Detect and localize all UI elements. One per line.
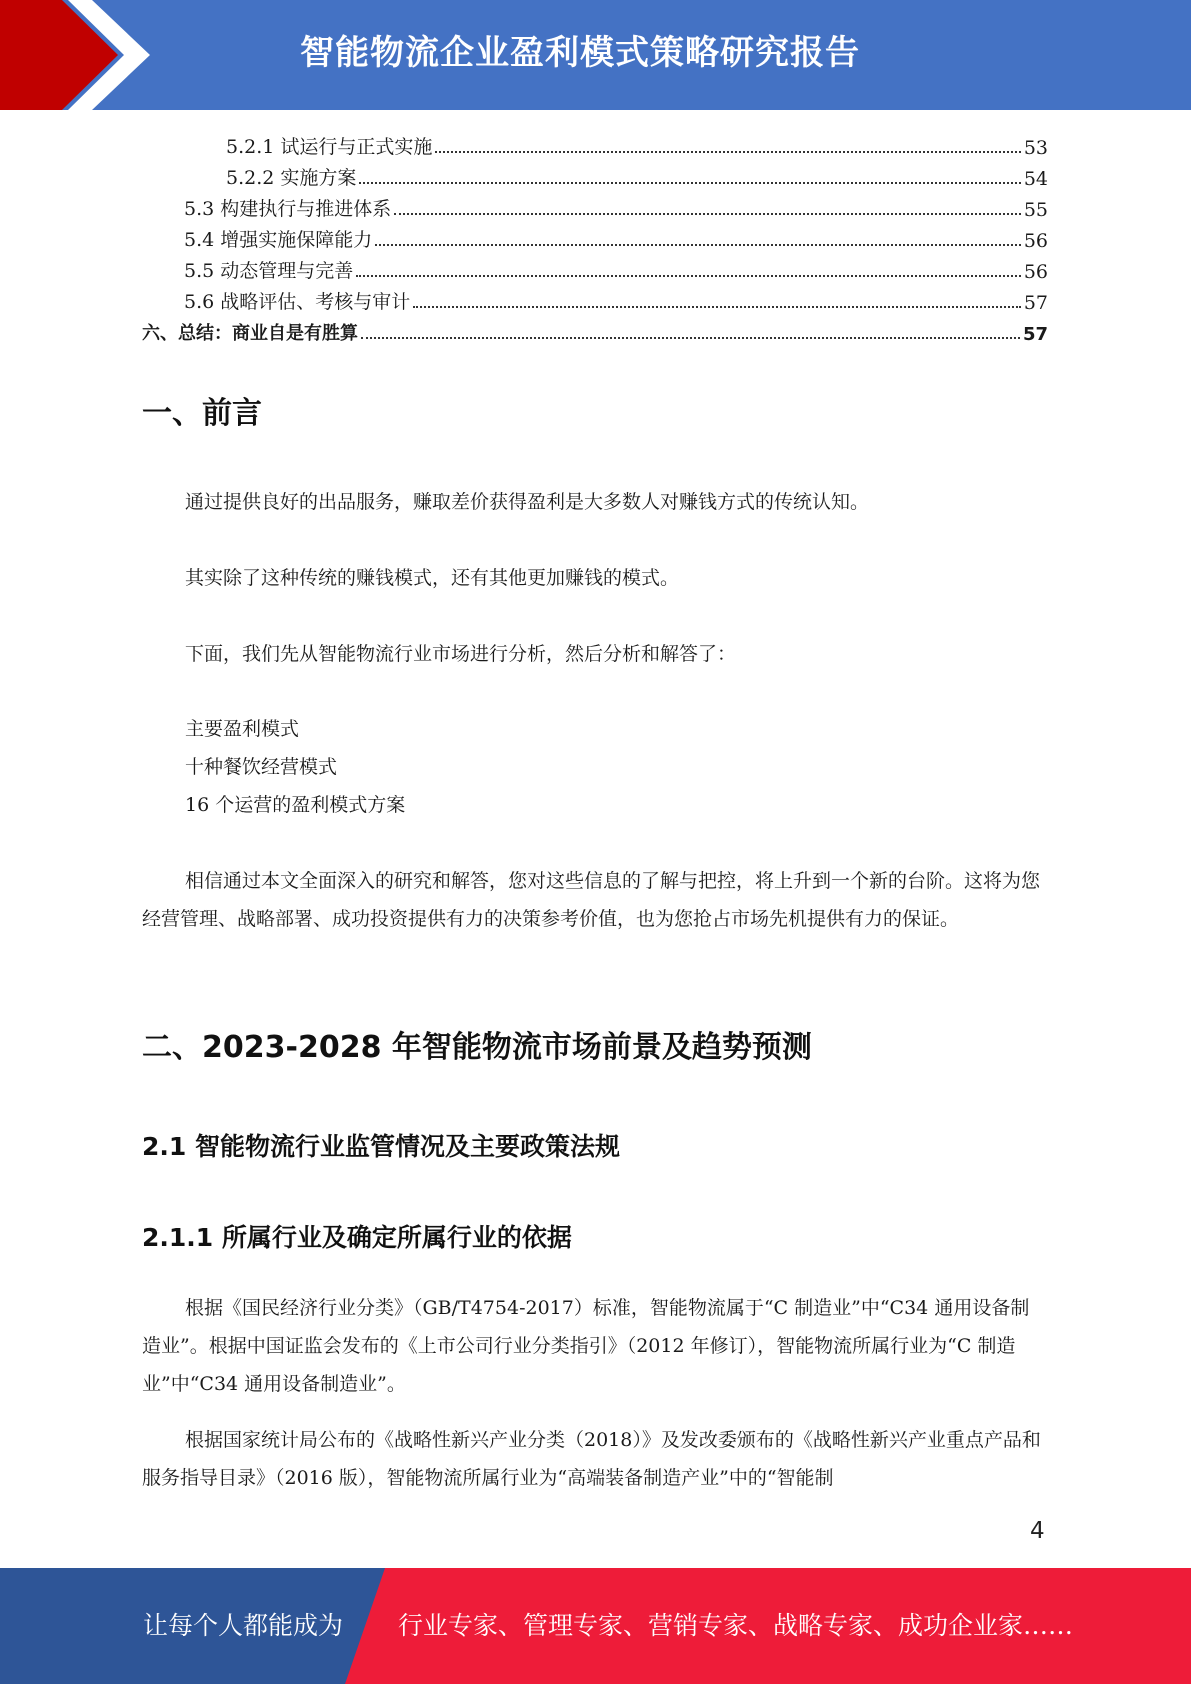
page-header bbox=[0, 0, 1191, 110]
page-number: 4 bbox=[1030, 1518, 1045, 1544]
paragraph: 根据国家统计局公布的《战略性新兴产业分类（2018）》及发改委颁布的《战略性新兴产业重点产品和服务指导目录》（2016 版），智能物流所属行业为“高端装备制造产业”中的“智能制 bbox=[142, 1429, 1041, 1489]
toc-entry[interactable] bbox=[142, 252, 1048, 283]
toc-entry[interactable] bbox=[142, 283, 1048, 314]
paragraph: 根据《国民经济行业分类》（GB/T4754-2017）标准，智能物流属于“C 制造业”中“C34 通用设备制造业”。根据中国证监会发布的《上市公司行业分类指引》（2012 年修订），智能物流所属行业为“C 制造业”中“C34 通用设备制造业”。 bbox=[142, 1297, 1030, 1395]
toc-leader-dots bbox=[356, 275, 1021, 277]
toc-entry-label: 六、总结：商业自是有胜算 bbox=[142, 323, 358, 344]
toc-entry-page: 57 bbox=[1022, 324, 1048, 345]
toc-entry-label: 5.2.1 试运行与正式实施 bbox=[226, 136, 433, 158]
footer-slogan-left: 让每个人都能成为 bbox=[143, 1611, 344, 1640]
toc-entry-label: 5.2.2 实施方案 bbox=[226, 167, 357, 189]
table-of-contents bbox=[142, 128, 1048, 345]
toc-entry-page: 56 bbox=[1023, 230, 1048, 252]
paragraph: 下面，我们先从智能物流行业市场进行分析，然后分析和解答了： bbox=[185, 643, 737, 665]
subsection-heading: 2.1.1 所属行业及确定所属行业的依据 bbox=[142, 1223, 572, 1252]
toc-entry-label: 5.6 战略评估、考核与审计 bbox=[184, 291, 411, 313]
footer-slogan-right: 行业专家、管理专家、营销专家、战略专家、成功企业家…… bbox=[398, 1611, 1074, 1640]
toc-entry-label: 5.3 构建执行与推进体系 bbox=[184, 198, 392, 220]
paragraph: 相信通过本文全面深入的研究和解答，您对这些信息的了解与把控，将上升到一个新的台阶。这将为您经营管理、战略部署、成功投资提供有力的决策参考价值，也为您抢占市场先机提供有力的保证。 bbox=[142, 870, 1041, 930]
toc-leader-dots bbox=[394, 213, 1021, 215]
section-heading-market: 二、2023-2028 年智能物流市场前景及趋势预测 bbox=[142, 1030, 812, 1065]
toc-entry[interactable] bbox=[142, 190, 1048, 221]
toc-entry[interactable] bbox=[142, 128, 1048, 159]
toc-leader-dots bbox=[435, 151, 1020, 153]
toc-entry-page: 55 bbox=[1023, 199, 1048, 221]
toc-entry[interactable] bbox=[142, 221, 1048, 252]
toc-leader-dots bbox=[359, 182, 1020, 184]
toc-entry-label: 5.4 增强实施保障能力 bbox=[184, 229, 373, 251]
toc-leader-dots bbox=[375, 244, 1021, 246]
subsection-heading: 2.1 智能物流行业监管情况及主要政策法规 bbox=[142, 1132, 620, 1161]
toc-entry[interactable] bbox=[142, 314, 1048, 345]
list-item: 16 个运营的盈利模式方案 bbox=[185, 794, 406, 816]
toc-leader-dots bbox=[413, 306, 1021, 308]
page-footer bbox=[0, 1568, 1191, 1684]
toc-entry-page: 57 bbox=[1023, 292, 1048, 314]
paragraph: 通过提供良好的出品服务，赚取差价获得盈利是大多数人对赚钱方式的传统认知。 bbox=[185, 491, 870, 513]
list-item: 十种餐饮经营模式 bbox=[185, 756, 338, 778]
document-title: 智能物流企业盈利模式策略研究报告 bbox=[300, 33, 860, 73]
list-item: 主要盈利模式 bbox=[185, 718, 300, 740]
paragraph: 其实除了这种传统的赚钱模式，还有其他更加赚钱的模式。 bbox=[185, 567, 680, 589]
section-heading-preface: 一、前言 bbox=[142, 396, 262, 431]
toc-entry-page: 56 bbox=[1023, 261, 1048, 283]
toc-entry-page: 53 bbox=[1023, 137, 1048, 159]
toc-entry[interactable] bbox=[142, 159, 1048, 190]
toc-entry-label: 5.5 动态管理与完善 bbox=[184, 260, 354, 282]
toc-entry-page: 54 bbox=[1023, 168, 1048, 190]
toc-leader-dots bbox=[361, 337, 1020, 339]
